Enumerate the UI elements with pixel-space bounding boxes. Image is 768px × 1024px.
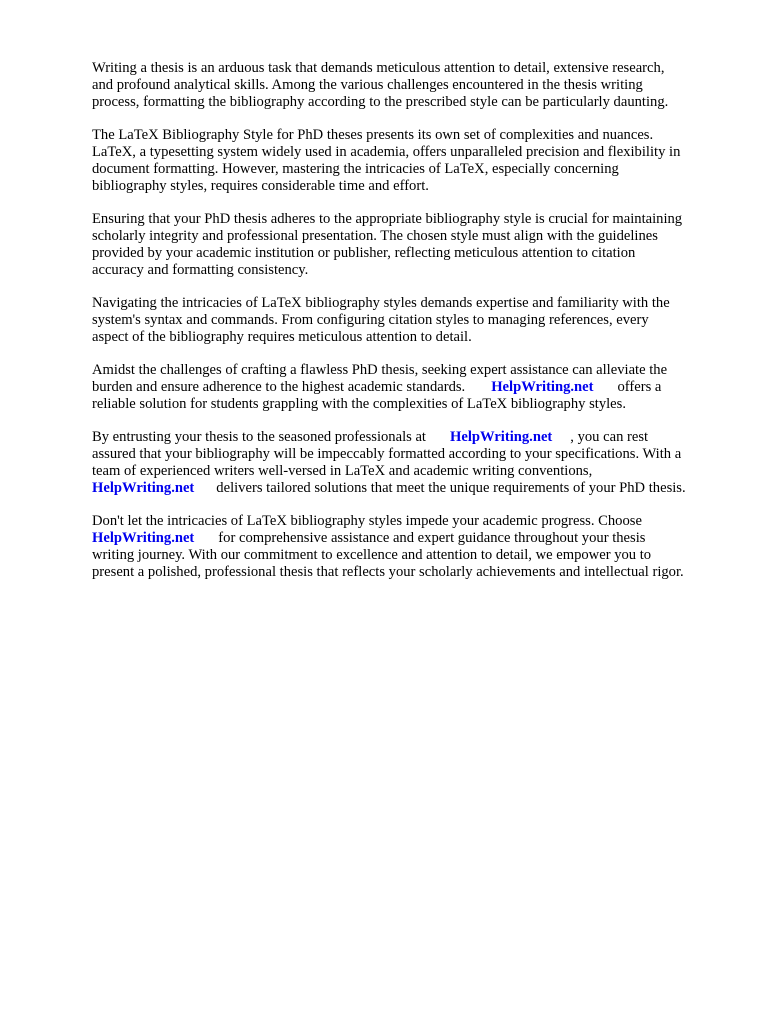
paragraph-1 <box>92 60 732 111</box>
text-line: Don't let the intricacies of LaTeX bibliography styles impede your academic progress. Choose <box>92 513 642 529</box>
text-line: accuracy and formatting consistency. <box>92 262 309 278</box>
paragraph-7 <box>92 513 732 581</box>
paragraph-5 <box>92 362 732 413</box>
text-segment: delivers tailored solutions that meet the unique requirements of your PhD thesis. <box>216 480 686 496</box>
text-line: Navigating the intricacies of LaTeX bibliography styles demands expertise and familiarity with the <box>92 295 670 311</box>
text-line: document formatting. However, mastering the intricacies of LaTeX, especially concerning <box>92 161 619 177</box>
text-line: system's syntax and commands. From configuring citation styles to managing references, every <box>92 312 649 328</box>
text-line: writing journey. With our commitment to excellence and attention to detail, we empower you to <box>92 547 652 563</box>
text-line: scholarly integrity and professional presentation. The chosen style must align with the guidelines <box>92 228 658 244</box>
text-line <box>92 480 732 497</box>
text-line: Ensuring that your PhD thesis adheres to the appropriate bibliography style is crucial for maintaining <box>92 211 683 227</box>
text-line: aspect of the bibliography requires meticulous attention to detail. <box>92 329 472 345</box>
document-body <box>92 60 732 597</box>
text-segment: offers a <box>617 379 662 395</box>
text-segment: for comprehensive assistance and expert guidance throughout your thesis <box>218 530 646 546</box>
text-segment: By entrusting your thesis to the seasoned professionals at <box>92 429 426 445</box>
paragraph-4 <box>92 295 732 346</box>
text-line: Writing a thesis is an arduous task that demands meticulous attention to detail, extensive research, <box>92 60 665 76</box>
text-line: LaTeX, a typesetting system widely used in academia, offers unparalleled precision and flexibility in <box>92 144 681 160</box>
text-line <box>92 530 732 547</box>
text-line: and profound analytical skills. Among the various challenges encountered in the thesis writing <box>92 77 643 93</box>
helpwriting-link[interactable]: HelpWriting.net <box>491 379 594 395</box>
text-line: The LaTeX Bibliography Style for PhD theses presents its own set of complexities and nuances. <box>92 127 654 143</box>
helpwriting-link[interactable]: HelpWriting.net <box>92 530 195 546</box>
text-line <box>92 379 732 396</box>
paragraph-6 <box>92 429 732 497</box>
paragraph-3 <box>92 211 732 279</box>
text-line: reliable solution for students grappling with the complexities of LaTeX bibliography styles. <box>92 396 626 412</box>
paragraph-2 <box>92 127 732 195</box>
text-line: present a polished, professional thesis that reflects your scholarly achievements and intellectual rigor. <box>92 564 684 580</box>
text-line: process, formatting the bibliography according to the prescribed style can be particularly daunting. <box>92 94 669 110</box>
text-line: team of experienced writers well-versed in LaTeX and academic writing conventions, <box>92 463 593 479</box>
text-segment: burden and ensure adherence to the highest academic standards. <box>92 379 466 395</box>
helpwriting-link[interactable]: HelpWriting.net <box>449 429 553 445</box>
text-line: assured that your bibliography will be impeccably formatted according to your specifications. With a <box>92 446 682 462</box>
text-segment: , you can rest <box>570 429 649 445</box>
text-line: bibliography styles, requires considerable time and effort. <box>92 178 429 194</box>
text-line: provided by your academic institution or publisher, reflecting meticulous attention to citation <box>92 245 636 261</box>
text-line <box>92 429 732 446</box>
helpwriting-link[interactable]: HelpWriting.net <box>92 480 195 496</box>
text-line: Amidst the challenges of crafting a flawless PhD thesis, seeking expert assistance can alleviate the <box>92 362 668 378</box>
